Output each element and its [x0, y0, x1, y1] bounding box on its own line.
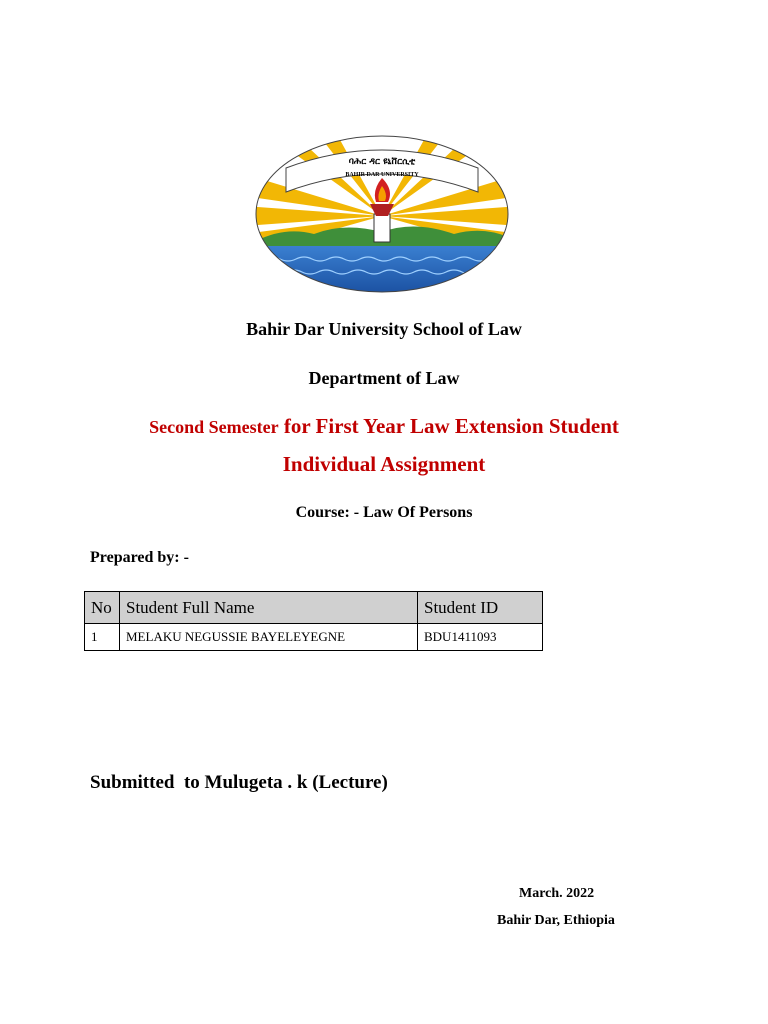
table-header-row [85, 592, 543, 624]
svg-text:ባሕር ዳር ዩኒቨርሲቲ: ባሕር ዳር ዩኒቨርሲቲ [348, 157, 416, 167]
assignment-type: Individual Assignment [282, 452, 486, 476]
title-rest: for First Year Law Extension Student [278, 414, 619, 438]
submission-place: Bahir Dar, Ethiopia [497, 913, 615, 928]
submitted-to: Submitted to Mulugeta . k (Lecture) [90, 772, 388, 793]
prepared-by-label: Prepared by: - [90, 549, 189, 566]
submission-date: March. 2022 [519, 886, 595, 901]
cell-no: 1 [85, 624, 120, 651]
semester-label: Second Semester [149, 417, 279, 437]
course-name: Course: - Law Of Persons [295, 504, 473, 521]
assignment-title [0, 414, 768, 439]
column-header-id: Student ID [418, 592, 543, 624]
svg-text:BAHIR DAR UNIVERSITY: BAHIR DAR UNIVERSITY [345, 172, 419, 178]
department-name: Department of Law [308, 368, 460, 388]
university-logo [254, 134, 510, 294]
students-table [84, 591, 543, 651]
cell-name: MELAKU NEGUSSIE BAYELEYEGNE [120, 624, 418, 651]
cell-id: BDU1411093 [418, 624, 543, 651]
university-name: Bahir Dar University School of Law [246, 319, 522, 339]
column-header-no: No [85, 592, 120, 624]
column-header-name: Student Full Name [120, 592, 418, 624]
table-row [85, 624, 543, 651]
